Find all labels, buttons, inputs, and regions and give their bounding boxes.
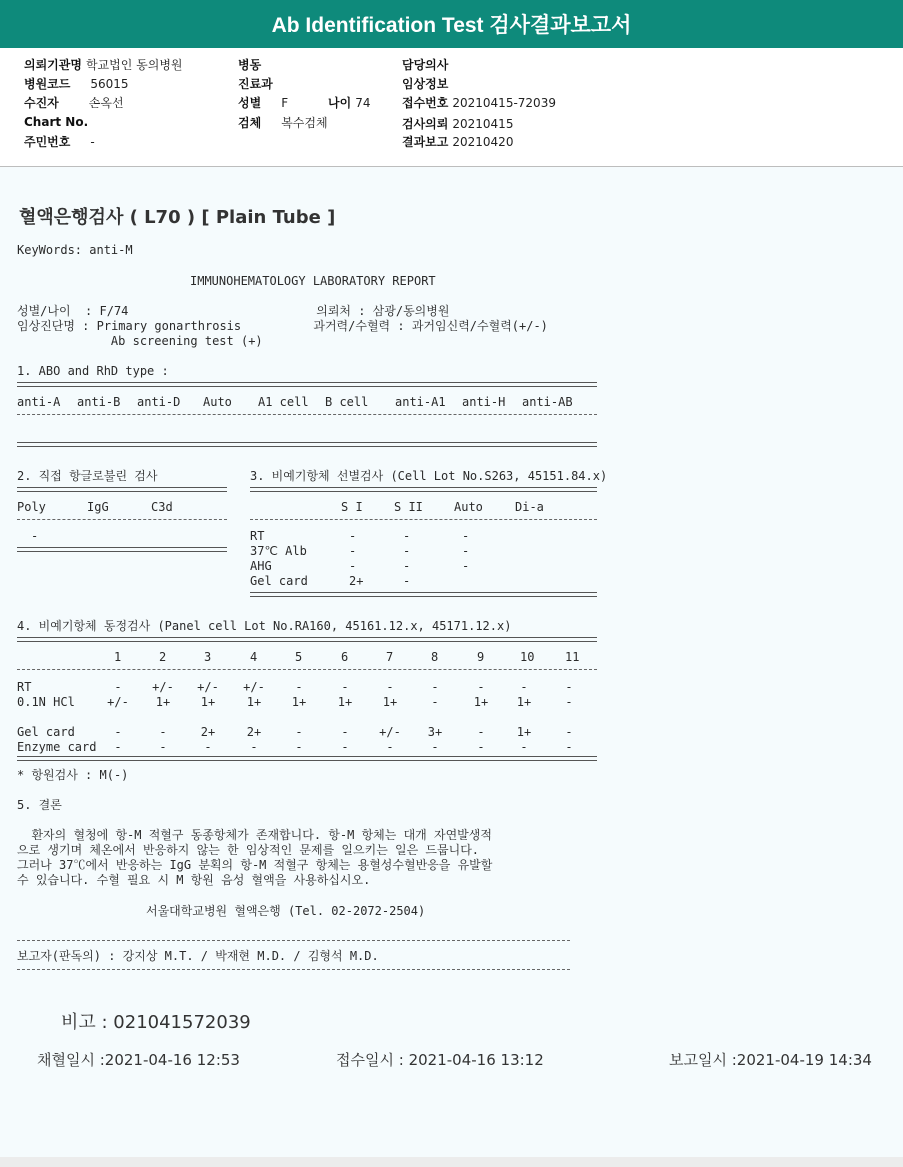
panel-cell: -	[477, 725, 485, 739]
separator	[17, 442, 597, 447]
panel-phase: 0.1N HCl	[17, 695, 75, 709]
received-time: 접수일시 : 2021-04-16 13:12	[336, 1051, 544, 1069]
screen-col-dia: Di-a	[515, 500, 544, 514]
field-patient-name: 수진자 손옥선	[24, 96, 124, 110]
screen-val: -	[403, 529, 411, 543]
panel-cell: -	[295, 740, 303, 754]
screen-val: -	[462, 544, 470, 558]
panel-cell: +/-	[243, 680, 265, 694]
panel-cell: -	[431, 695, 439, 709]
patient-line-1: 성별/나이 : F/74 의뢰처 : 삼광/동의병원	[17, 304, 450, 318]
field-department: 진료과	[238, 77, 273, 91]
separator	[250, 487, 597, 492]
panel-cell: -	[159, 725, 167, 739]
screen-val: -	[349, 529, 357, 543]
panel-cell: -	[159, 740, 167, 754]
footer-band	[0, 1157, 903, 1167]
field-clinical-info: 임상정보	[402, 77, 449, 91]
panel-cell: -	[295, 725, 303, 739]
field-hospital-code: 병원코드 56015	[24, 77, 129, 91]
dashed-rule	[17, 969, 570, 970]
panel-cell: -	[565, 695, 573, 709]
header-info	[0, 48, 903, 167]
dashed-rule	[17, 519, 227, 520]
panel-cell: +/-	[152, 680, 174, 694]
panel-cell: -	[341, 740, 349, 754]
panel-heading: 4. 비예기항체 동정검사 (Panel cell Lot No.RA160, 45161.12.x, 45171.12.x)	[17, 619, 512, 633]
dat-col-igg: IgG	[87, 500, 109, 514]
screen-val: -	[349, 544, 357, 558]
panel-cell: -	[477, 740, 485, 754]
panel-cell: 1+	[291, 695, 307, 709]
patient-line-3: Ab screening test (+)	[17, 334, 263, 348]
panel-col-4: 4	[250, 650, 258, 664]
conclusion-line-2: 으로 생기며 체온에서 반응하지 않는 한 임상적인 문제를 일으키는 일은 드뭅니다.	[17, 843, 480, 857]
panel-cell: 1+	[516, 725, 532, 739]
panel-phase: Gel card	[17, 725, 75, 739]
field-requesting-org: 의뢰기관명 학교법인 동의병원	[24, 58, 183, 72]
panel-cell: 1+	[200, 695, 216, 709]
keywords: KeyWords: anti-M	[17, 243, 133, 257]
panel-col-6: 6	[341, 650, 349, 664]
panel-cell: -	[565, 680, 573, 694]
panel-cell: -	[250, 740, 258, 754]
banner-title: Ab Identification Test 검사결과보고서	[271, 14, 632, 37]
field-sex: 성별 F	[238, 96, 289, 110]
dat-heading: 2. 직접 항글로불린 검사	[17, 469, 158, 483]
separator	[250, 592, 597, 597]
panel-cell: -	[565, 725, 573, 739]
separator	[17, 487, 227, 492]
panel-phase: Enzyme card	[17, 740, 97, 754]
dashed-rule	[17, 669, 597, 670]
panel-cell: 3+	[427, 725, 443, 739]
screen-phase-ahg: AHG	[250, 559, 272, 573]
panel-cell: -	[520, 680, 528, 694]
reporter: 보고자(판독의) : 강지상 M.T. / 박재현 M.D. / 김형석 M.D.	[17, 949, 379, 963]
screen-val: -	[462, 529, 470, 543]
screen-phase-rt: RT	[250, 529, 265, 543]
panel-col-5: 5	[295, 650, 303, 664]
conclusion-line-3: 그러나 37℃에서 반응하는 IgG 분획의 항-M 적혈구 항체는 용혈성수혈반응을 유발할	[17, 858, 493, 872]
abo-col-anti-h: anti-H	[462, 395, 506, 409]
panel-cell: +/-	[379, 725, 401, 739]
separator	[17, 756, 597, 761]
panel-cell: +/-	[197, 680, 219, 694]
abo-col-anti-ab: anti-AB	[522, 395, 573, 409]
panel-cell: 1+	[473, 695, 489, 709]
panel-cell: 2+	[246, 725, 262, 739]
dat-val-poly: -	[31, 529, 39, 543]
field-ward: 병동	[238, 58, 262, 72]
panel-cell: -	[114, 680, 122, 694]
panel-col-9: 9	[477, 650, 485, 664]
field-receipt-no: 접수번호 20210415-72039	[402, 96, 556, 110]
conclusion-heading: 5. 결론	[17, 798, 62, 812]
field-result-report: 결과보고 20210420	[402, 135, 514, 149]
panel-cell: -	[520, 740, 528, 754]
conclusion-line-1: 환자의 혈청에 항-M 적혈구 동종항체가 존재합니다. 항-M 항체는 대개 자연발생적	[17, 828, 492, 842]
panel-col-8: 8	[431, 650, 439, 664]
note: 비고 : 021041572039	[61, 1012, 251, 1033]
panel-cell: -	[477, 680, 485, 694]
collected-time: 채혈일시 :2021-04-16 12:53	[37, 1051, 240, 1069]
screen-val: -	[403, 574, 411, 588]
screen-val: 2+	[349, 574, 364, 588]
reported-time: 보고일시 :2021-04-19 14:34	[669, 1051, 872, 1069]
report-subtitle: IMMUNOHEMATOLOGY LABORATORY REPORT	[190, 274, 436, 288]
panel-cell: -	[341, 680, 349, 694]
institution: 서울대학교병원 혈액은행 (Tel. 02-2072-2504)	[146, 904, 426, 918]
patient-line-2: 임상진단명 : Primary gonarthrosis 과거력/수혈력 : 과거임신력/수혈력(+/-)	[17, 319, 548, 333]
abo-col-auto: Auto	[203, 395, 232, 409]
panel-cell: -	[386, 680, 394, 694]
panel-cell: -	[204, 740, 212, 754]
abo-col-anti-a1: anti-A1	[395, 395, 446, 409]
panel-cell: -	[386, 740, 394, 754]
field-doctor: 담당의사	[402, 58, 449, 72]
screen-val: -	[462, 559, 470, 573]
abo-col-b-cell: B cell	[325, 395, 369, 409]
panel-cell: 1+	[382, 695, 398, 709]
panel-cell: 1+	[337, 695, 353, 709]
abo-col-anti-d: anti-D	[137, 395, 181, 409]
screen-val: -	[349, 559, 357, 573]
panel-cell: 1+	[155, 695, 171, 709]
panel-col-1: 1	[114, 650, 122, 664]
panel-cell: -	[565, 740, 573, 754]
abo-col-a1-cell: A1 cell	[258, 395, 309, 409]
panel-col-11: 11	[565, 650, 580, 664]
dashed-rule	[17, 414, 597, 415]
screen-val: -	[403, 544, 411, 558]
antigen-test: * 항원검사 : M(-)	[17, 768, 129, 782]
panel-col-10: 10	[520, 650, 535, 664]
screen-val: -	[403, 559, 411, 573]
field-specimen: 검체 복수검체	[238, 116, 328, 130]
panel-cell: 2+	[200, 725, 216, 739]
abo-heading: 1. ABO and RhD type :	[17, 364, 169, 378]
panel-col-7: 7	[386, 650, 394, 664]
screen-col-sii: S II	[394, 500, 423, 514]
separator	[17, 547, 227, 552]
field-age: 나이 74	[328, 96, 371, 110]
screen-col-auto: Auto	[454, 500, 483, 514]
dat-col-poly: Poly	[17, 500, 46, 514]
report-title: 혈액은행검사 ( L70 ) [ Plain Tube ]	[19, 207, 336, 228]
panel-col-3: 3	[204, 650, 212, 664]
conclusion-line-4: 수 있습니다. 수혈 필요 시 M 항원 음성 혈액을 사용하십시오.	[17, 873, 371, 887]
panel-cell: -	[295, 680, 303, 694]
dashed-rule	[250, 519, 597, 520]
field-test-request: 검사의뢰 20210415	[402, 117, 514, 131]
panel-cell: -	[431, 740, 439, 754]
panel-phase: RT	[17, 680, 32, 694]
report-banner	[0, 0, 903, 49]
panel-cell: -	[431, 680, 439, 694]
separator	[17, 637, 597, 642]
screen-col-si: S I	[341, 500, 363, 514]
screen-heading: 3. 비예기항체 선별검사 (Cell Lot No.S263, 45151.84.x)	[250, 469, 608, 483]
separator	[17, 382, 597, 387]
panel-cell: -	[341, 725, 349, 739]
dashed-rule	[17, 940, 570, 941]
field-resident-no: 주민번호 -	[24, 135, 95, 149]
abo-col-anti-a: anti-A	[17, 395, 61, 409]
dat-col-c3d: C3d	[151, 500, 173, 514]
panel-cell: -	[114, 740, 122, 754]
panel-cell: +/-	[107, 695, 129, 709]
panel-col-2: 2	[159, 650, 167, 664]
screen-phase-37-alb: 37℃ Alb	[250, 544, 307, 558]
abo-col-anti-b: anti-B	[77, 395, 121, 409]
panel-cell: 1+	[246, 695, 262, 709]
panel-cell: -	[114, 725, 122, 739]
field-chart-no: Chart No.	[24, 115, 89, 129]
screen-phase-gel-card: Gel card	[250, 574, 308, 588]
panel-cell: 1+	[516, 695, 532, 709]
